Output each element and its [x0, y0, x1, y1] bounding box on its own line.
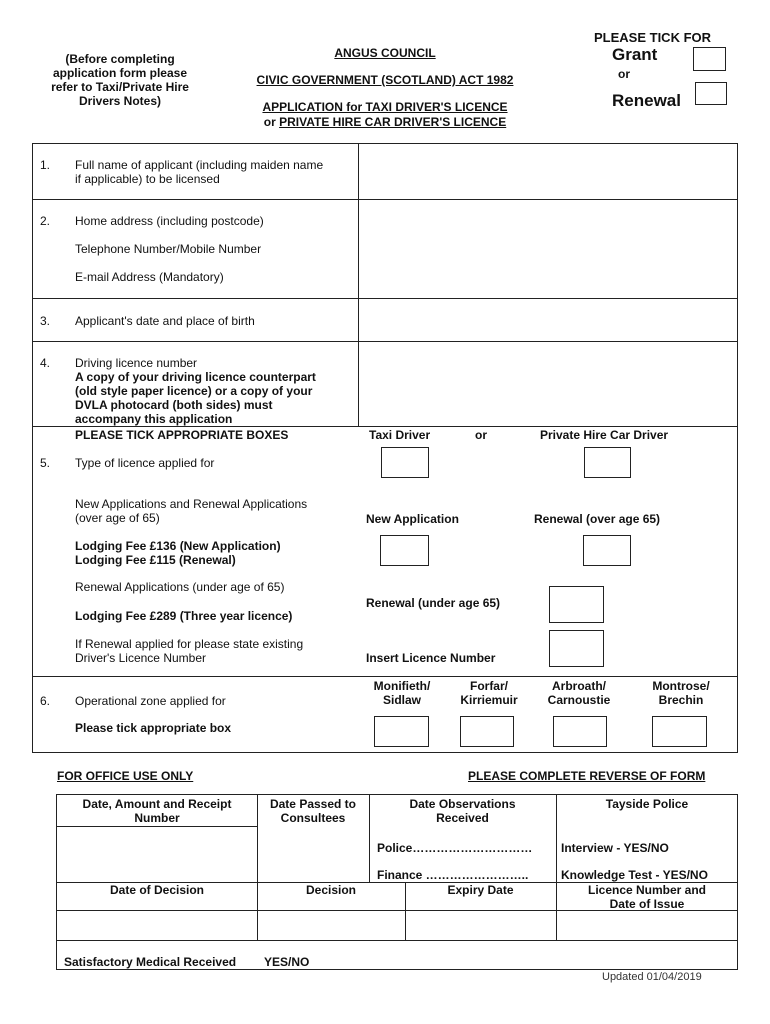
office-use-heading: FOR OFFICE USE ONLY	[57, 769, 194, 783]
row-divider	[32, 426, 738, 427]
office-col-divider	[556, 794, 557, 940]
row-1-label: Full name of applicant (including maiden name if applicable) to be licensed	[75, 158, 324, 186]
renewal-checkbox[interactable]	[695, 82, 727, 105]
column-divider	[358, 143, 359, 427]
expiry-date-label: Expiry Date	[447, 883, 514, 897]
driving-licence-field[interactable]	[360, 343, 736, 425]
full-name-field[interactable]	[360, 145, 736, 198]
office-row-divider	[56, 826, 258, 827]
office-header-observations: Date Observations Received	[409, 797, 516, 825]
application-title-2: or PRIVATE HIRE CAR DRIVER'S LICENCE	[263, 115, 507, 129]
birth-field[interactable]	[360, 300, 736, 340]
row-5-number: 5.	[40, 456, 51, 470]
medical-label: Satisfactory Medical Received	[64, 955, 237, 969]
fee-label: Lodging Fee £136 (New Application) Lodging Fee £115 (Renewal)	[75, 539, 281, 567]
tick-box-instruction: Please tick appropriate box	[75, 721, 232, 735]
council-name: ANGUS COUNCIL	[334, 46, 436, 60]
medical-status: YES/NO	[264, 955, 310, 969]
renewal-over-65-checkbox[interactable]	[583, 535, 631, 566]
licence-issue-label: Licence Number and Date of Issue	[587, 883, 707, 911]
row-6-number: 6.	[40, 694, 51, 708]
row-divider	[32, 199, 738, 200]
new-application-label: New Application	[366, 512, 459, 526]
taxi-driver-checkbox[interactable]	[381, 447, 429, 478]
email-label: E-mail Address (Mandatory)	[75, 270, 224, 284]
zone-arbroath-label: Arbroath/ Carnoustie	[547, 679, 611, 707]
pre-note	[30, 52, 210, 108]
tick-boxes-instruction: PLEASE TICK APPROPRIATE BOXES	[75, 428, 289, 442]
row-3-number: 3.	[40, 314, 51, 328]
office-header-receipt: Date, Amount and Receipt Number	[82, 797, 232, 825]
tick-for-label: PLEASE TICK FOR	[594, 30, 712, 45]
office-row-divider	[56, 940, 738, 941]
interview-status: Interview - YES/NO	[561, 841, 669, 855]
grant-label: Grant	[612, 45, 658, 64]
zone-montrose-checkbox[interactable]	[652, 716, 707, 747]
or-label: or	[475, 428, 487, 442]
birth-label: Applicant's date and place of birth	[75, 314, 255, 328]
home-address-label: Home address (including postcode)	[75, 214, 264, 228]
or-label: or	[618, 67, 630, 81]
licence-type-label: Type of licence applied for	[75, 456, 215, 470]
office-header-police: Tayside Police	[605, 797, 689, 811]
new-application-checkbox[interactable]	[380, 535, 429, 566]
reverse-form-note: PLEASE COMPLETE REVERSE OF FORM	[468, 769, 706, 783]
row-4-label: Driving licence number A copy of your driving licence counterpart (old style paper licence) or a copy of your DVLA photocard (both sides) must accompany this application	[75, 356, 316, 426]
finance-observation: Finance ……………………..	[377, 868, 529, 882]
zone-forfar-checkbox[interactable]	[460, 716, 514, 747]
police-observation: Police…………………………	[377, 841, 533, 855]
address-contact-field[interactable]	[360, 201, 736, 297]
application-title-1: APPLICATION for TAXI DRIVER'S LICENCE	[262, 100, 508, 114]
three-year-fee-label: Lodging Fee £289 (Three year licence)	[75, 609, 293, 623]
grant-checkbox[interactable]	[693, 47, 726, 71]
note-line: Drivers Notes)	[78, 94, 162, 108]
zone-arbroath-checkbox[interactable]	[553, 716, 607, 747]
office-header-consultees: Date Passed to Consultees	[269, 797, 357, 825]
existing-licence-label: If Renewal applied for please state existing Driver's Licence Number	[75, 637, 304, 665]
act-title: CIVIC GOVERNMENT (SCOTLAND) ACT 1982	[256, 73, 514, 87]
knowledge-test-status: Knowledge Test - YES/NO	[561, 868, 708, 882]
row-divider	[32, 298, 738, 299]
telephone-label: Telephone Number/Mobile Number	[75, 242, 262, 256]
row-2-number: 2.	[40, 214, 51, 228]
renewal-under-label: Renewal Applications (under age of 65)	[75, 580, 285, 594]
licence-number-field[interactable]	[549, 630, 604, 667]
private-hire-checkbox[interactable]	[584, 447, 631, 478]
renewal-over-65-label: Renewal (over age 65)	[534, 512, 661, 526]
date-of-decision-label: Date of Decision	[109, 883, 205, 897]
zone-forfar-label: Forfar/ Kirriemuir	[460, 679, 518, 707]
private-hire-label: Private Hire Car Driver	[540, 428, 669, 442]
note-line: application form please	[52, 66, 188, 80]
renewal-under-65-checkbox[interactable]	[549, 586, 604, 623]
renewal-under-65-label: Renewal (under age 65)	[366, 596, 501, 610]
zone-montrose-label: Montrose/ Brechin	[652, 679, 710, 707]
decision-label: Decision	[305, 883, 356, 897]
updated-date: Updated 01/04/2019	[602, 971, 702, 983]
row-divider	[32, 676, 738, 677]
row-divider	[32, 341, 738, 342]
note-line: refer to Taxi/Private Hire	[51, 80, 189, 94]
new-renewal-label: New Applications and Renewal Applications (over age of 65)	[75, 497, 308, 525]
row-1-number: 1.	[40, 158, 51, 172]
insert-licence-label: Insert Licence Number	[366, 651, 496, 665]
renewal-label: Renewal	[612, 91, 681, 110]
zone-monifieth-checkbox[interactable]	[374, 716, 429, 747]
zone-label: Operational zone applied for	[75, 694, 226, 708]
row-4-number: 4.	[40, 356, 51, 370]
note-line: (Before completing	[65, 52, 175, 66]
zone-monifieth-label: Monifieth/ Sidlaw	[373, 679, 431, 707]
taxi-driver-label: Taxi Driver	[369, 428, 431, 442]
